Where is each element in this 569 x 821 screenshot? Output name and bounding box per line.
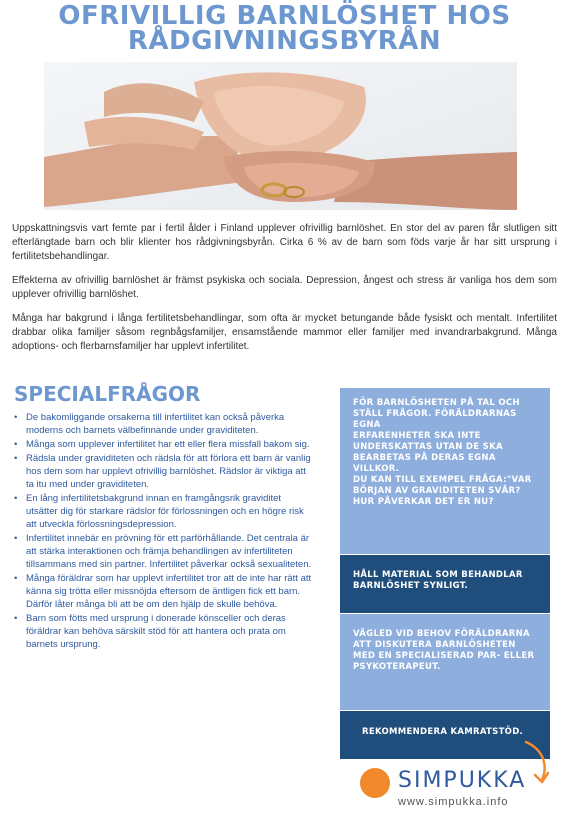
intro-text bbox=[12, 222, 557, 364]
list-item: • Barn som fötts med ursprung i donerade könsceller och deras föräldrar kan behöva särskilt stöd för att hantera och prata om barnets ursprung. bbox=[14, 612, 314, 651]
tip-box-ask-p1: FÖR BARNLÖSHETEN PÅ TAL OCH STÄLL FRÅGOR. FÖRÄLDRARNAS EGNA bbox=[353, 398, 520, 430]
list-item: • Många föräldrar som har upplevt infertilitet tror att de inte har rätt att känna sig trötta eller missnöjda eftersom de äntligen fick ett barn. Därför låter många bli att be om den hjälp de skulle behöva. bbox=[14, 572, 314, 611]
stacked-hands-photo bbox=[44, 62, 517, 210]
logo-url[interactable]: www.simpukka.info bbox=[398, 796, 509, 808]
tip-box-peer-support-text: REKOMMENDERA KAMRATSTÖD. bbox=[362, 727, 524, 737]
title-line-2: RÅDGIVNINGSBYRÅN bbox=[127, 26, 442, 56]
list-item: • De bakomliggande orsakerna till infertilitet kan också påverka moderns och barnets välbefinnande under graviditeten. bbox=[14, 411, 314, 437]
tip-box-ask-p2: ERFARENHETER SKA INTE UNDERSKATTAS UTAN DE SKA BEARBETAS PÅ DERAS EGNA VILLKOR. bbox=[353, 431, 503, 474]
simpukka-logo bbox=[360, 764, 550, 814]
list-item: • Infertilitet innebär en prövning för ett parförhållande. Det centrala är att stärka interaktionen och främja behandlingen av infertiliteten tillsammans med sin partner. Infertilitet påverkar också sexualiteten. bbox=[14, 532, 314, 571]
orange-circle-icon bbox=[360, 768, 390, 798]
list-item: • Rädsla under graviditeten och rädsla för att förlora ett barn är vanlig hos dem som har upplevt ofrivillig barnlöshet. Rädslor är viktiga att ta itu med under graviditeten. bbox=[14, 452, 314, 491]
special-questions-heading: SPECIALFRÅGOR bbox=[14, 382, 201, 406]
intro-paragraph-1: Uppskattningsvis vart femte par i fertil ålder i Finland upplever ofrivillig barnlöshet. En stor del av paren får slutligen sitt efterlängtade barn och blir klienter hos rådgivningsbyrån. Cirka 6 % av de barn som föds varje år har sitt ursprung i fertilitetsbehandlingar. bbox=[12, 223, 557, 262]
logo-name: SIMPUKKA bbox=[398, 768, 527, 793]
tip-box-material-text: HÅLL MATERIAL SOM BEHANDLAR BARNLÖSHET SYNLIGT. bbox=[353, 570, 523, 591]
list-item: • Många som upplever infertilitet har ett eller flera missfall bakom sig. bbox=[14, 438, 314, 451]
tip-box-therapist bbox=[340, 614, 550, 710]
page-title bbox=[0, 1, 569, 56]
list-item: • En lång infertilitetsbakgrund innan en framgångsrik graviditet utsätter dig för starkare rädslor för förlossningen och en högre risk att utveckla förlossningsdepression. bbox=[14, 492, 314, 531]
title-line-1: OFRIVILLIG BARNLÖSHET HOS bbox=[58, 1, 511, 31]
tip-box-ask bbox=[340, 388, 550, 554]
intro-paragraph-2: Effekterna av ofrivillig barnlöshet är främst psykiska och sociala. Depression, ångest och stress är vanliga hos dem som upplever ofrivillig barnlöshet. bbox=[12, 275, 557, 300]
intro-paragraph-3: Många har bakgrund i långa fertilitetsbehandlingar, som ofta är mycket betungande både fysiskt och mentalt. Infertilitet drabbar olika familjer såsom regnbågsfamiljer, ensamstående mammor eller familjer med invandrarbakgrund. Många adoptions- och flerbarnsfamiljer har upplevt infertilitet. bbox=[12, 313, 557, 352]
tip-box-material bbox=[340, 555, 550, 613]
tip-box-therapist-text: VÄGLED VID BEHOV FÖRÄLDRARNA ATT DISKUTERA BARNLÖSHETEN MED EN SPECIALISERAD PAR- ELLER PSYKOTERAPEUT. bbox=[353, 629, 535, 672]
special-questions-list bbox=[14, 411, 314, 652]
tip-box-ask-p3: DU KAN TILL EXEMPEL FRÅGA:"VAR BÖRJAN AV GRAVIDITETEN SVÅR? HUR PÅVERKAR DET ER NU? bbox=[353, 475, 532, 507]
